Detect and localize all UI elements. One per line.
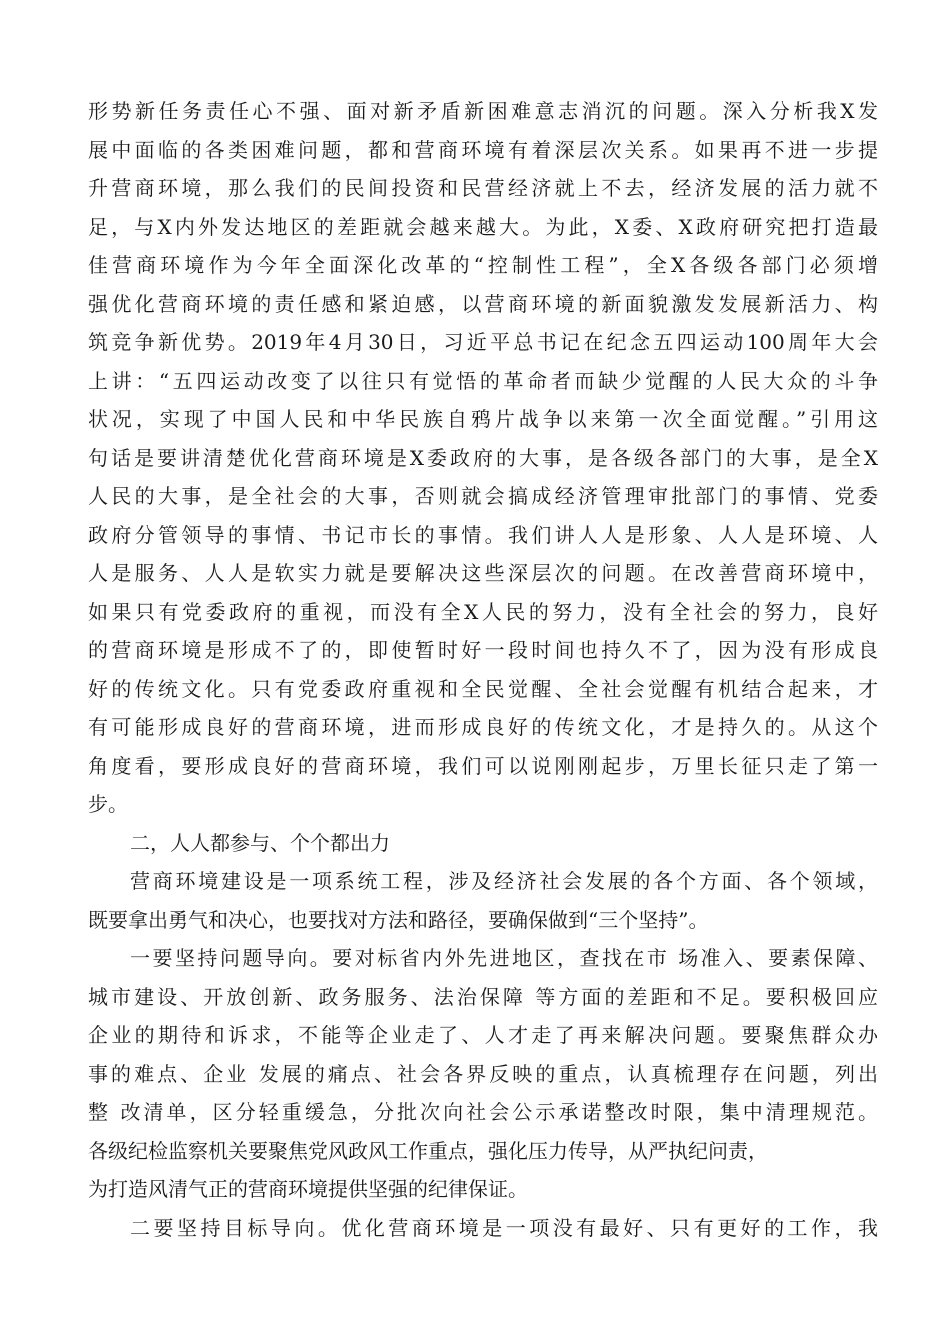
text-line: 城市建设、开放创新、政务服务、法治保障 等方面的差距和不足。要积极回应 xyxy=(88,984,878,1009)
text-line: 二，人人都参与、个个都出力 xyxy=(130,830,390,855)
text-line: 步。 xyxy=(88,792,128,816)
text-line: 升营商环境，那么我们的民间投资和民营经济就上不去，经济发展的活力就不 xyxy=(88,176,878,200)
text-line: 状况，实现了中国人民和中华民族自鸦片战争以来第一次全面觉醒。”引用这 xyxy=(88,407,878,431)
document-page xyxy=(88,92,878,1247)
text-line: 有可能形成良好的营商环境，进而形成良好的传统文化，才是持久的。从这个 xyxy=(88,715,878,739)
text-line: 一要坚持问题导向。要对标省内外先进地区，查找在市 场准入、要素保障、 xyxy=(130,946,878,970)
text-line: 形势新任务责任心不强、面对新矛盾新困难意志消沉的问题。深入分析我X发 xyxy=(88,99,878,123)
text-line: 的营商环境是形成不了的，即使暂时好一段时间也持久不了，因为没有形成良 xyxy=(88,638,878,662)
text-line: 句话是要讲清楚优化营商环境是X委政府的大事，是各级各部门的大事，是全X xyxy=(88,445,878,470)
text-line: 佳营商环境作为今年全面深化改革的“控制性工程”，全X各级各部门必须增 xyxy=(88,253,878,277)
text-line: 展中面临的各类困难问题，都和营商环境有着深层次关系。如果再不进一步提 xyxy=(88,137,878,162)
text-line: 二要坚持目标导向。优化营商环境是一项没有最好、只有更好的工作，我 xyxy=(130,1215,878,1240)
text-line: 强优化营商环境的责任感和紧迫感，以营商环境的新面貌激发发展新活力、构 xyxy=(88,291,878,316)
text-line: 为打造风清气正的营商环境提供坚强的纪律保证。 xyxy=(88,1177,528,1201)
text-line: 如果只有党委政府的重视，而没有全X人民的努力，没有全社会的努力，良好 xyxy=(88,599,878,624)
text-line: 人是服务、人人是软实力就是要解决这些深层次的问题。在改善营商环境中， xyxy=(88,561,878,585)
text-line: 政府分管领导的事情、书记市长的事情。我们讲人人是形象、人人是环境、人 xyxy=(88,522,878,547)
text-line: 角度看，要形成良好的营商环境，我们可以说刚刚起步，万里长征只走了第一 xyxy=(88,753,878,778)
text-line: 足，与X内外发达地区的差距就会越来越大。为此，X委、X政府研究把打造最 xyxy=(88,214,878,239)
text-line: 上讲：“五四运动改变了以往只有觉悟的革命者而缺少觉醒的人民大众的斗争 xyxy=(88,368,878,393)
text-line: 人民的大事，是全社会的大事，否则就会搞成经济管理审批部门的事情、党委 xyxy=(88,484,878,508)
text-line: 好的传统文化。只有党委政府重视和全民觉醒、全社会觉醒有机结合起来，才 xyxy=(88,676,878,701)
text-line: 营商环境建设是一项系统工程，涉及经济社会发展的各个方面、各个领域， xyxy=(130,869,878,893)
text-line: 事的难点、企业 发展的痛点、社会各界反映的重点，认真梳理存在问题，列出 xyxy=(88,1061,878,1086)
text-line: 企业的期待和诉求，不能等企业走了、人才走了再来解决问题。要聚焦群众办 xyxy=(88,1023,878,1047)
text-line: 既要拿出勇气和决心，也要找对方法和路径，要确保做到“三个坚持”。 xyxy=(88,907,709,932)
text-line: 各级纪检监察机关要聚焦党风政风工作重点，强化压力传导，从严执纪问责， xyxy=(88,1138,768,1163)
text-line: 筑竞争新优势。2019年4月30日，习近平总书记在纪念五四运动100周年大会 xyxy=(88,330,878,354)
text-line: 整 改清单，区分轻重缓急，分批次向社会公示承诺整改时限，集中清理规范。 xyxy=(88,1100,878,1124)
